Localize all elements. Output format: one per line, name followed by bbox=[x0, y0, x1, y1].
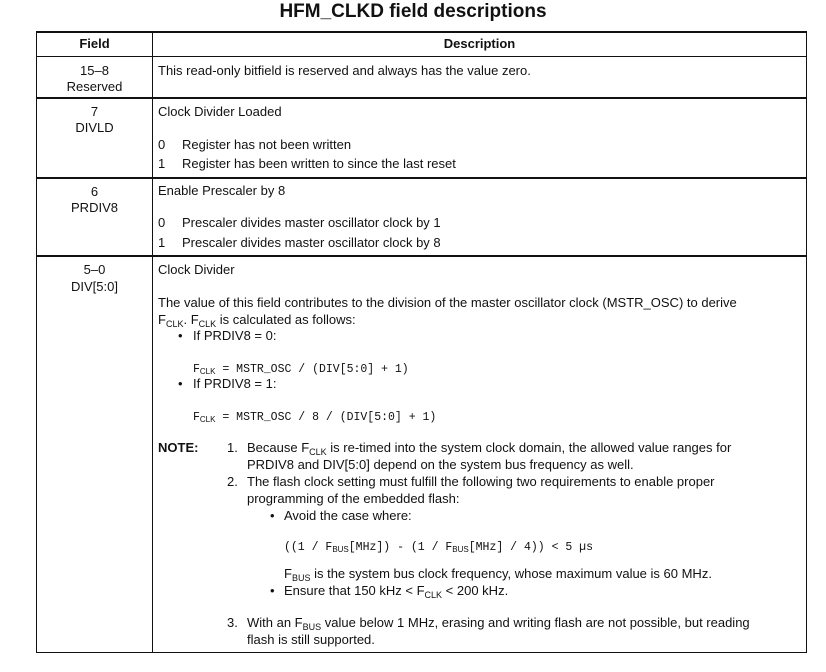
option-value: 1 bbox=[158, 156, 166, 171]
field-bits: 6 bbox=[90, 184, 99, 199]
bullet-prdiv8-0: If PRDIV8 = 0: bbox=[193, 328, 277, 343]
formula-fbus-condition: ((1 / FBUS[MHz]) - (1 / FBUS[MHz] / 4)) < 5 µs bbox=[284, 541, 593, 554]
field-bits: 15–8 bbox=[80, 63, 109, 78]
header-description: Description bbox=[443, 36, 516, 51]
header-field: Field bbox=[79, 36, 110, 51]
bullet-dot: • bbox=[270, 508, 275, 523]
intro-line-2: $F_{CLK}$. $F_{CLK}$ is calculated as follows: bbox=[158, 312, 356, 329]
field-heading: Enable Prescaler by 8 bbox=[158, 183, 286, 198]
bullet-prdiv8-1: If PRDIV8 = 1: bbox=[193, 376, 277, 391]
field-bits: 5–0 bbox=[83, 262, 106, 277]
note-2-line-2: programming of the embedded flash: bbox=[247, 491, 460, 506]
note-2-bullet-a: Avoid the case where: bbox=[284, 508, 412, 523]
option-value: 1 bbox=[158, 235, 166, 250]
note-2-bullet-b: Ensure that 150 kHz < $F_{CLK} < 200$ kHz. bbox=[284, 583, 509, 600]
formula-prdiv8-0: FCLK = MSTR_OSC / (DIV[5:0] + 1) bbox=[193, 363, 409, 376]
note-number: 3. bbox=[227, 615, 238, 630]
fbus-definition: $F_{BUS}$ is the system bus clock frequency, whose maximum value is 60 MHz. bbox=[284, 566, 712, 583]
note-1-line-2: PRDIV8 and DIV[5:0] depend on the system bus frequency as well. bbox=[247, 457, 634, 472]
field-description: This read-only bitfield is reserved and always has the value zero. bbox=[158, 63, 531, 78]
field-heading: Clock Divider Loaded bbox=[158, 104, 282, 119]
field-heading: Clock Divider bbox=[158, 262, 235, 277]
option-value: 0 bbox=[158, 215, 166, 230]
note-1-line-1: Because $F_{CLK}$ is re-timed into the system clock domain, the allowed value ranges for bbox=[247, 440, 732, 457]
note-3-line-2: flash is still supported. bbox=[247, 632, 375, 647]
option-text: Register has been written to since the last reset bbox=[182, 156, 456, 171]
note-2-line-1: The flash clock setting must fulfill the following two requirements to enable proper bbox=[247, 474, 715, 489]
intro-line-1: The value of this field contributes to the division of the master oscillator clock (MSTR_OSC) to derive bbox=[158, 295, 737, 310]
bullet-dot: • bbox=[178, 376, 183, 391]
field-name: PRDIV8 bbox=[71, 200, 118, 215]
option-text: Prescaler divides master oscillator clock by 8 bbox=[182, 235, 441, 250]
note-label: NOTE: bbox=[158, 440, 199, 455]
note-number: 1. bbox=[227, 440, 238, 455]
field-bits: 7 bbox=[90, 104, 99, 119]
field-name: Reserved bbox=[66, 79, 123, 94]
option-text: Register has not been written bbox=[182, 137, 352, 152]
note-3-line-1: With an $F_{BUS}$ value below 1 MHz, erasing and writing flash are not possible, but reading bbox=[247, 615, 750, 632]
bullet-dot: • bbox=[270, 583, 275, 598]
note-number: 2. bbox=[227, 474, 238, 489]
table-title: HFM_CLKD field descriptions bbox=[279, 1, 547, 22]
bullet-dot: • bbox=[178, 328, 183, 343]
option-text: Prescaler divides master oscillator clock by 1 bbox=[182, 215, 441, 230]
option-value: 0 bbox=[158, 137, 166, 152]
field-name: DIV[5:0] bbox=[71, 279, 118, 294]
formula-prdiv8-1: FCLK = MSTR_OSC / 8 / (DIV[5:0] + 1) bbox=[193, 411, 437, 424]
field-name: DIVLD bbox=[75, 120, 114, 135]
